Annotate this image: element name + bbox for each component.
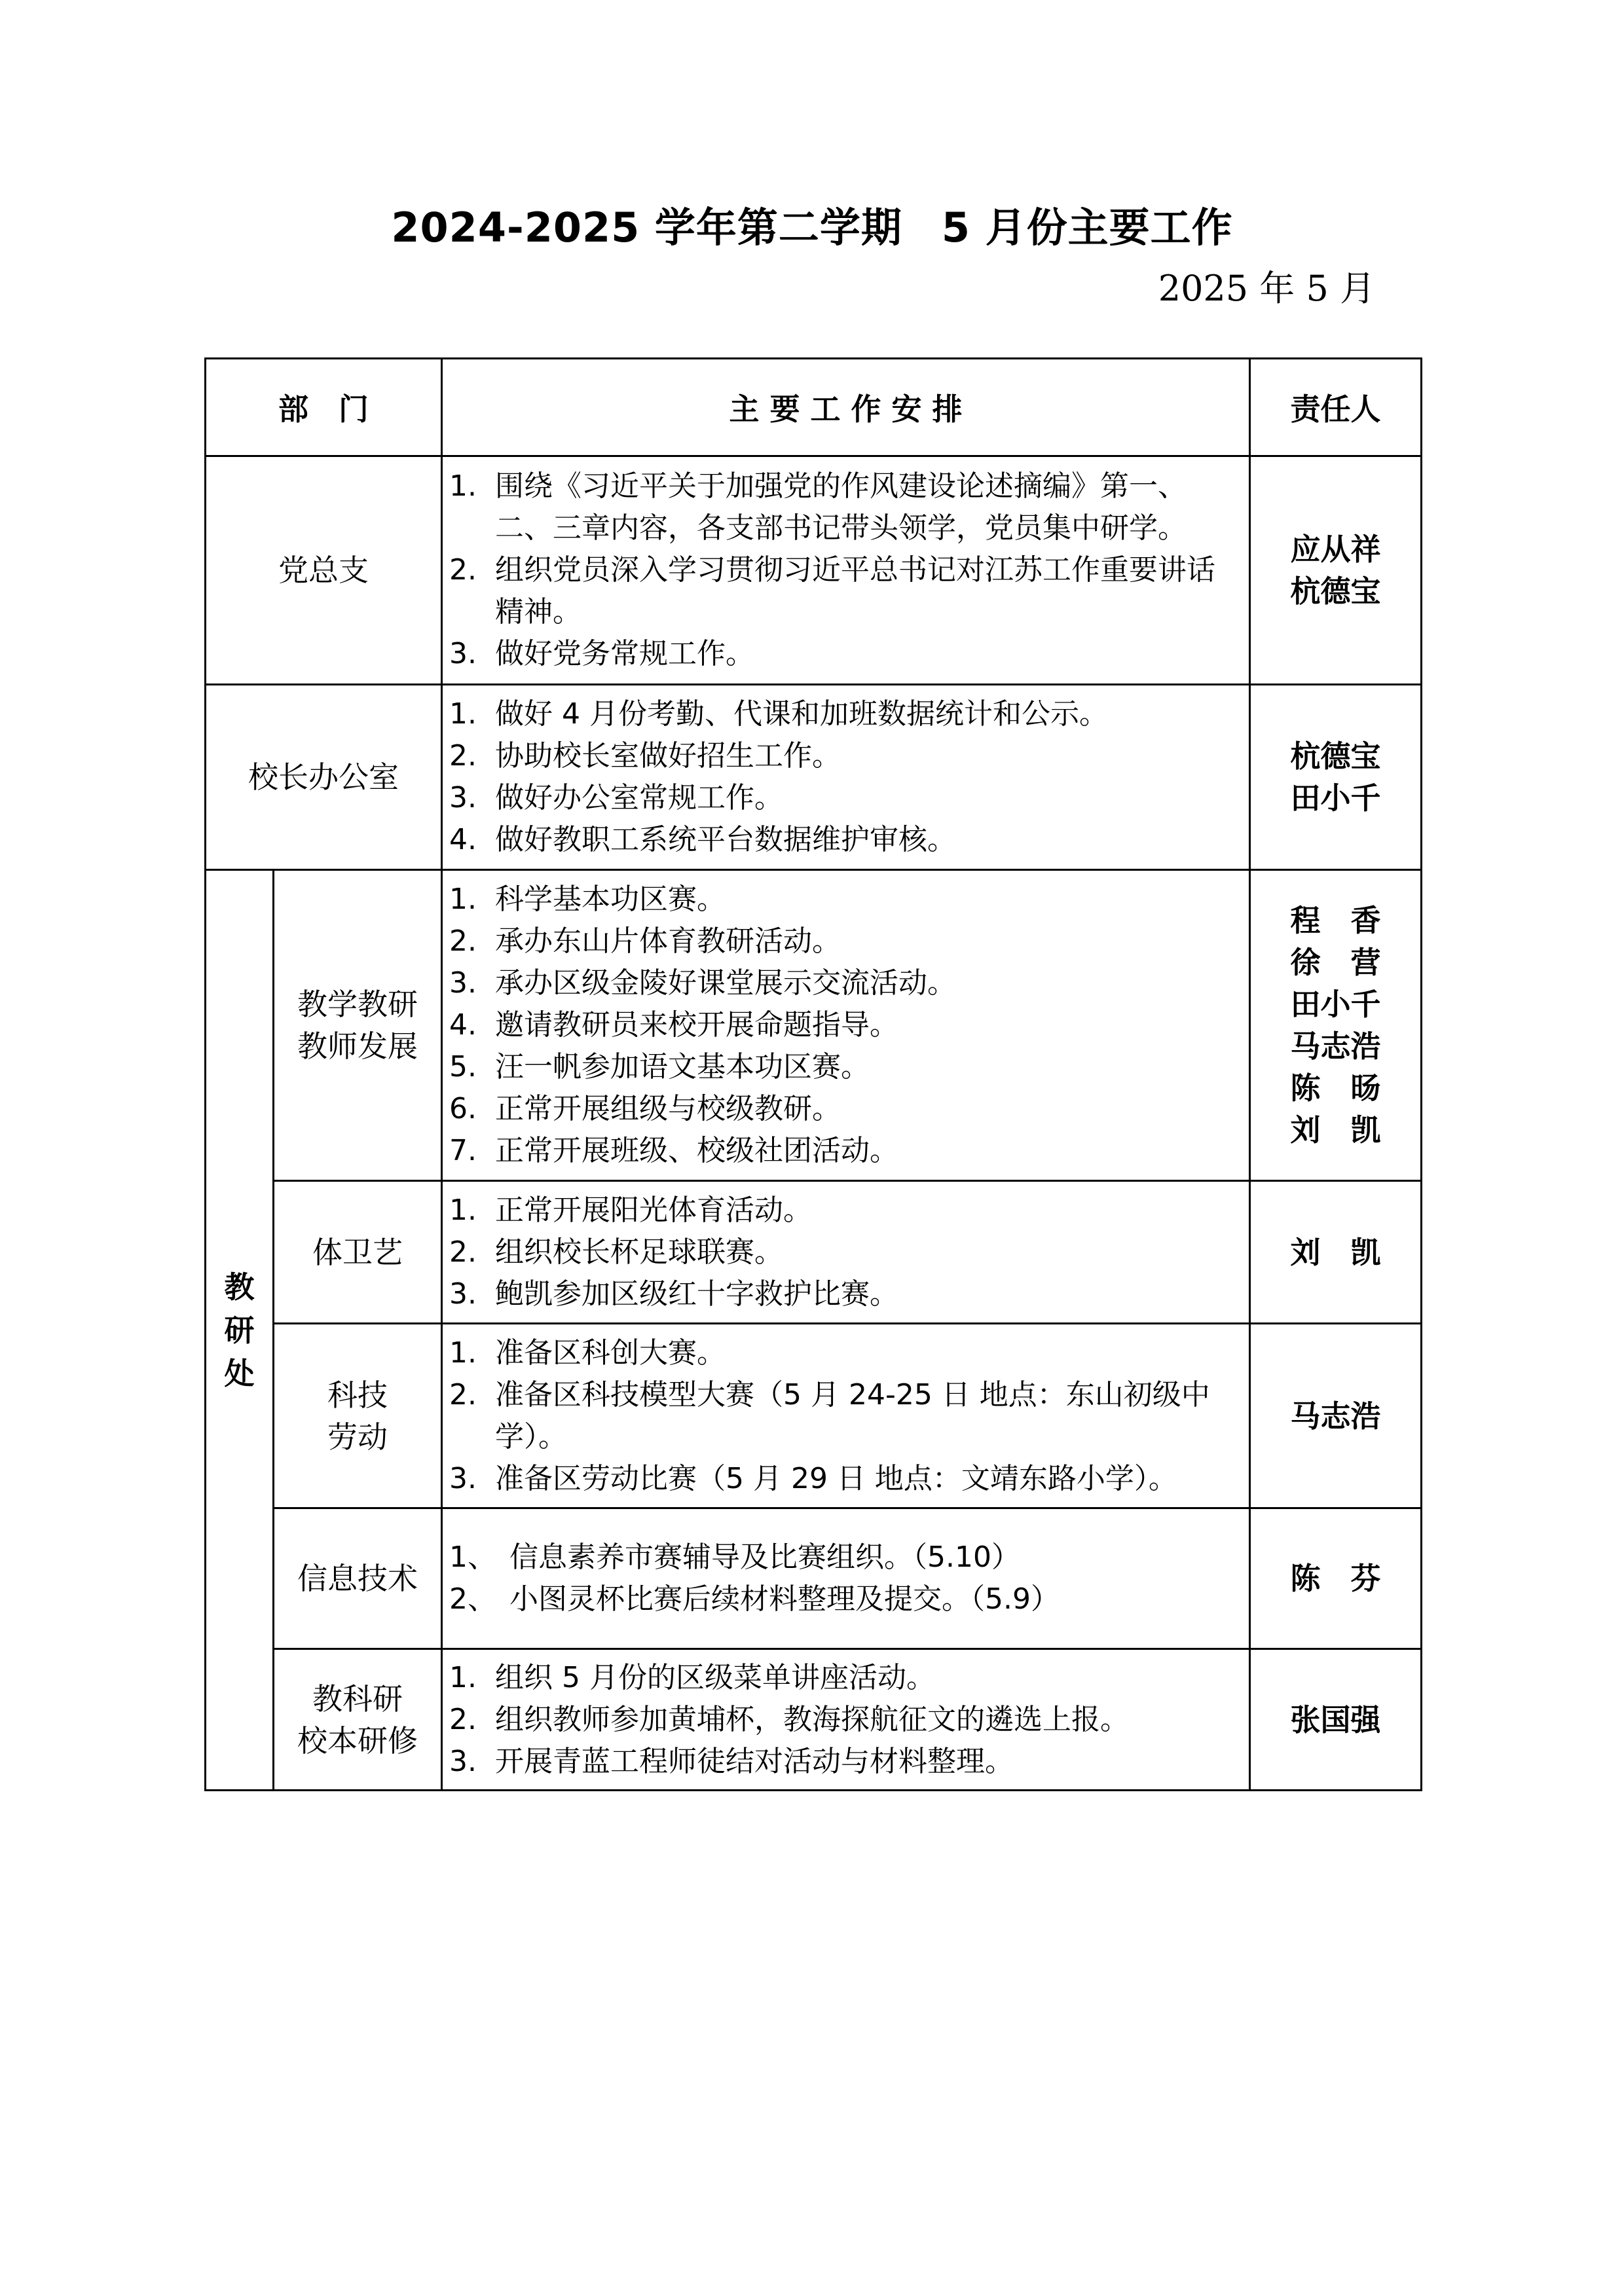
task-item: 5. 汪一帆参加语文基本功区赛。 [449, 1050, 870, 1084]
task-item: 4. 邀请教研员来校开展命题指导。 [449, 1008, 898, 1042]
responsible-person: 杭德宝 [1290, 574, 1381, 609]
dept-it: 信息技术 [274, 1508, 442, 1649]
resp-research [1250, 1649, 1422, 1791]
responsible-person: 田小千 [1290, 780, 1381, 816]
responsible-person: 刘 凯 [1290, 1234, 1381, 1270]
task-item: 1. 做好 4 月份考勤、代课和加班数据统计和公示。 [449, 697, 1108, 731]
row-office [206, 685, 1422, 870]
header-row [206, 359, 1422, 456]
task-item: 2. 协助校长室做好招生工作。 [449, 739, 841, 773]
row-party [206, 456, 1422, 685]
task-item: 1、 信息素养市赛辅导及比赛组织。（5.10） [449, 1540, 1020, 1574]
task-item: 3. 承办区级金陵好课堂展示交流活动。 [449, 966, 956, 1000]
responsible-person: 徐 营 [1290, 945, 1381, 980]
tasks-it [442, 1508, 1250, 1649]
task-item: 6. 正常开展组级与校级教研。 [449, 1092, 841, 1125]
tasks-tech [442, 1324, 1250, 1508]
task-item: 7. 正常开展班级、校级社团活动。 [449, 1134, 898, 1167]
header-work: 主 要 工 作 安 排 [442, 359, 1250, 456]
responsible-person: 张国强 [1290, 1702, 1381, 1738]
row-teaching [206, 870, 1422, 1181]
page-title [0, 195, 1624, 253]
row-it [206, 1508, 1422, 1649]
work-plan-table [204, 357, 1422, 1791]
task-item: 3. 做好办公室常规工作。 [449, 781, 783, 814]
date-label: 2025 年 5 月 [1158, 268, 1375, 309]
row-tech [206, 1324, 1422, 1508]
header-dept: 部 门 [206, 359, 442, 456]
responsible-person: 应从祥 [1290, 532, 1381, 567]
dept-office: 校长办公室 [206, 685, 442, 870]
task-item: 2. 承办东山片体育教研活动。 [449, 924, 841, 958]
tasks-teaching [442, 870, 1250, 1181]
header-resp: 责任人 [1250, 359, 1422, 456]
row-research [206, 1649, 1422, 1791]
title-term: 2024-2025 学年第二学期 [391, 204, 902, 251]
row-pe [206, 1181, 1422, 1324]
responsible-person: 田小千 [1290, 987, 1381, 1022]
responsible-person: 陈 旸 [1290, 1070, 1381, 1106]
task-item: 3. 开展青蓝工程师徒结对活动与材料整理。 [449, 1744, 1014, 1778]
responsible-person: 程 香 [1290, 903, 1381, 938]
task-item: 3. 做好党务常规工作。 [449, 637, 754, 670]
resp-tech [1250, 1324, 1422, 1508]
tasks-office [442, 685, 1250, 870]
resp-teaching [1250, 870, 1422, 1181]
dept-research: 教科研 校本研修 [274, 1649, 442, 1791]
task-item: 2、 小图灵杯比赛后续材料整理及提交。（5.9） [449, 1582, 1060, 1616]
responsible-person: 马志浩 [1290, 1398, 1381, 1434]
task-item: 2. 组织校长杯足球联赛。 [449, 1235, 783, 1269]
responsible-person: 刘 凯 [1290, 1112, 1381, 1148]
dept-research-office: 教 研 处 [206, 870, 274, 1791]
responsible-person: 杭德宝 [1290, 738, 1381, 774]
task-item: 2. 准备区科技模型大赛（5 月 24-25 日 地点：东山初级中学）。 [449, 1377, 1210, 1453]
task-item: 3. 鲍凯参加区级红十字救护比赛。 [449, 1277, 898, 1311]
tasks-research [442, 1649, 1250, 1791]
task-item: 1. 科学基本功区赛。 [449, 883, 726, 916]
task-item: 1. 准备区科创大赛。 [449, 1336, 726, 1370]
resp-pe [1250, 1181, 1422, 1324]
task-item: 1. 围绕《习近平关于加强党的作风建设论述摘编》第一、二、三章内容，各支部书记带头领学，党员集中研学。 [449, 469, 1187, 545]
resp-party [1250, 456, 1422, 685]
task-item: 1. 组织 5 月份的区级菜单讲座活动。 [449, 1660, 935, 1694]
responsible-person: 马志浩 [1290, 1029, 1381, 1064]
dept-party: 党总支 [206, 456, 442, 685]
resp-it [1250, 1508, 1422, 1649]
task-item: 1. 正常开展阳光体育活动。 [449, 1193, 812, 1227]
responsible-person: 陈 芬 [1290, 1561, 1381, 1596]
task-item: 4. 做好教职工系统平台数据维护审核。 [449, 823, 956, 856]
title-month: 5 月份主要工作 [941, 204, 1233, 251]
tasks-pe [442, 1181, 1250, 1324]
task-item: 3. 准备区劳动比赛（5 月 29 日 地点：文靖东路小学）。 [449, 1461, 1177, 1495]
task-item: 2. 组织教师参加黄埔杯，教海探航征文的遴选上报。 [449, 1702, 1129, 1736]
task-item: 2. 组织党员深入学习贯彻习近平总书记对江苏工作重要讲话精神。 [449, 553, 1215, 629]
dept-tech: 科技 劳动 [274, 1324, 442, 1508]
tasks-party [442, 456, 1250, 685]
dept-pe: 体卫艺 [274, 1181, 442, 1324]
dept-teaching: 教学教研 教师发展 [274, 870, 442, 1181]
resp-office [1250, 685, 1422, 870]
